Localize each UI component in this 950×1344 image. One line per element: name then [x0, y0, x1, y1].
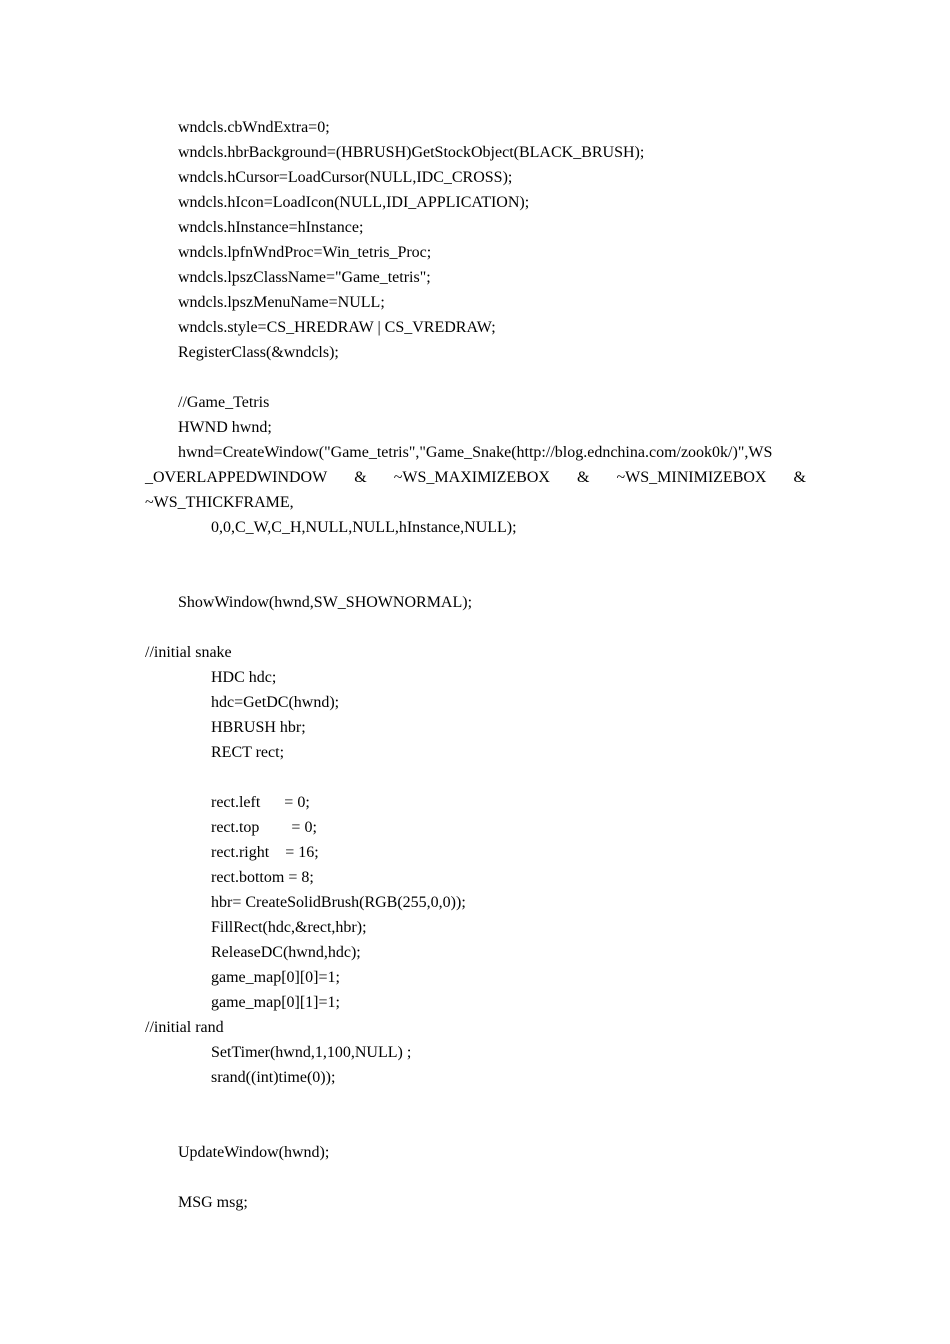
code-line-justified	[145, 468, 806, 488]
code-line: UpdateWindow(hwnd);	[178, 1144, 330, 1161]
code-line: HDC hdc;	[211, 669, 277, 686]
code-comment: //Game_Tetris	[178, 394, 270, 411]
code-line: wndcls.hbrBackground=(HBRUSH)GetStockObject(BLACK_BRUSH);	[178, 144, 645, 161]
code-line: RegisterClass(&wndcls);	[178, 344, 339, 361]
code-line: FillRect(hdc,&rect,hbr);	[211, 919, 367, 936]
code-line: hbr= CreateSolidBrush(RGB(255,0,0));	[211, 894, 466, 911]
code-line: wndcls.hCursor=LoadCursor(NULL,IDC_CROSS);	[178, 169, 513, 186]
code-line: game_map[0][0]=1;	[211, 969, 340, 986]
code-line: ShowWindow(hwnd,SW_SHOWNORMAL);	[178, 594, 473, 611]
code-line: HBRUSH hbr;	[211, 719, 306, 736]
code-line: hdc=GetDC(hwnd);	[211, 694, 340, 711]
code-comment: //initial rand	[145, 1019, 224, 1036]
code-line: SetTimer(hwnd,1,100,NULL) ;	[211, 1044, 412, 1061]
code-line: wndcls.lpszClassName="Game_tetris";	[178, 269, 431, 286]
code-line: RECT rect;	[211, 744, 285, 761]
code-line: wndcls.cbWndExtra=0;	[178, 119, 330, 136]
code-token: &	[577, 469, 590, 486]
code-line: MSG msg;	[178, 1194, 248, 1211]
code-token: _OVERLAPPEDWINDOW	[145, 469, 328, 486]
code-line: ReleaseDC(hwnd,hdc);	[211, 944, 361, 961]
code-line: srand((int)time(0));	[211, 1069, 336, 1086]
code-line: wndcls.lpszMenuName=NULL;	[178, 294, 385, 311]
code-line: ~WS_THICKFRAME,	[145, 494, 294, 511]
code-line: rect.right = 16;	[211, 844, 319, 861]
code-token: ~WS_MINIMIZEBOX	[616, 469, 767, 486]
code-line: wndcls.hIcon=LoadIcon(NULL,IDI_APPLICATION);	[178, 194, 530, 211]
code-token: ~WS_MAXIMIZEBOX	[393, 469, 550, 486]
code-line: HWND hwnd;	[178, 419, 272, 436]
code-line: hwnd=CreateWindow("Game_tetris","Game_Snake(http://blog.ednchina.com/zook0k/)",WS	[178, 444, 773, 461]
code-line: game_map[0][1]=1;	[211, 994, 340, 1011]
code-token: &	[354, 469, 367, 486]
code-line: rect.top = 0;	[211, 819, 317, 836]
code-line: rect.bottom = 8;	[211, 869, 314, 886]
code-line: wndcls.lpfnWndProc=Win_tetris_Proc;	[178, 244, 432, 261]
code-line: wndcls.style=CS_HREDRAW | CS_VREDRAW;	[178, 319, 496, 336]
code-comment: //initial snake	[145, 644, 232, 661]
code-line: wndcls.hInstance=hInstance;	[178, 219, 364, 236]
code-line: rect.left = 0;	[211, 794, 310, 811]
code-line: 0,0,C_W,C_H,NULL,NULL,hInstance,NULL);	[211, 519, 517, 536]
code-token: &	[793, 469, 806, 486]
